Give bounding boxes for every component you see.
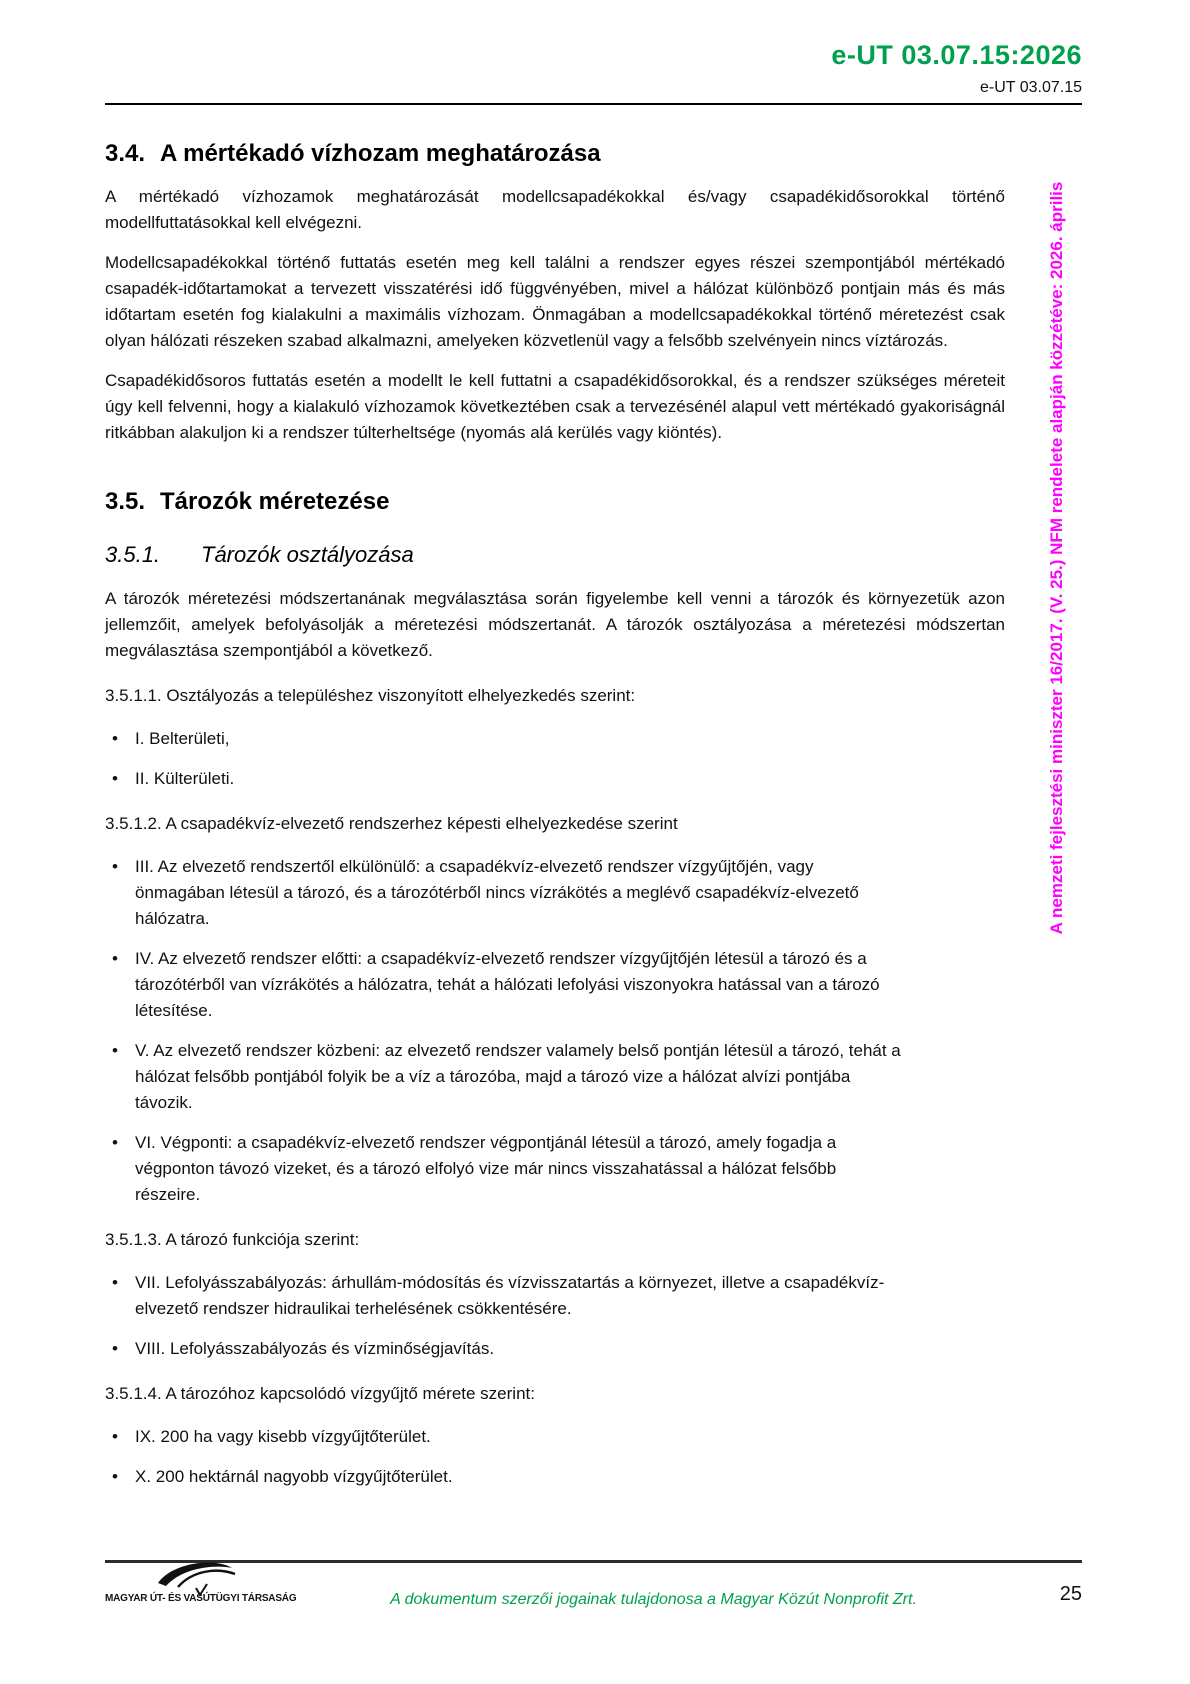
list-item: • IX. 200 ha vagy kisebb vízgyűjtőterület.	[105, 1424, 905, 1450]
list-item: • VI. Végponti: a csapadékvíz-elvezető rendszer végpontjánál létesül a tározó, amely fogadja a végponton távozó vizeket, és a tározó elfolyó vize már nincs visszahatással a hálózat felsőbb részeire.	[105, 1130, 905, 1208]
list-item: • II. Külterületi.	[105, 766, 905, 792]
list-item: • I. Belterületi,	[105, 726, 905, 752]
paragraph: A mértékadó vízhozamok meghatározását modellcsapadékokkal és/vagy csapadékidősorokkal történő modellfuttatásokkal kell elvégezni.	[105, 187, 1005, 232]
section-heading-3-4	[105, 140, 1005, 168]
list-item: • III. Az elvezető rendszertől elkülönülő: a csapadékvíz-elvezető rendszer vízgyűjtőjén, vagy önmagában létesül a tározó, és a tározótérből nincs vízrákötés a meglévő csapadékvíz-elvezető hálózatra.	[105, 854, 905, 932]
section-number: 3.5.	[105, 488, 146, 515]
list-item: • IV. Az elvezető rendszer előtti: a csapadékvíz-elvezető rendszer vízgyűjtőjén létesül a tározó és a tározótérből van vízrákötés a hálózatra, tehát a hálózati lefolyási viszonyokra hatással van a tározó létesítése.	[105, 946, 905, 1024]
list-item: • VII. Lefolyásszabályozás: árhullám-módosítás és vízvisszatartás a környezet, illetve a csapadékvíz-elvezető rendszer hidraulikai terhelésének csökkentésére.	[105, 1270, 905, 1322]
organization-name: MAGYAR ÚT- ÉS VASÚTÜGYI TÁRSASÁG	[105, 1593, 297, 1604]
sidebar-publication-note: A nemzeti fejlesztési miniszter 16/2017. (V. 25.) NFM rendelete alapján közzétéve: 2026. április	[1047, 181, 1066, 935]
page-header	[105, 0, 1082, 105]
clause-heading-3-5-1-2: 3.5.1.2. A csapadékvíz-elvezető rendszerhez képesti elhelyezkedése szerint	[105, 814, 678, 833]
document-body	[105, 104, 1005, 1490]
paragraph: Modellcsapadékokkal történő futtatás esetén meg kell találni a rendszer egyes részei szempontjából mértékadó csapadék-időtartamokat a tervezett visszatérési idő függvényében, mivel a hálózat különböző pontjain más és más időtartam esetén fog kialakulni a maximális vízhozam. Önmagában a modellcsapadékokkal történő méretezést csak olyan hálózati részeken szabad alkalmazni, amelyeken közvetlenül vagy a felsőbb szelvényein nincs víztározás.	[105, 253, 1005, 350]
list-item: • VIII. Lefolyásszabályozás és vízminőségjavítás.	[105, 1336, 905, 1362]
subsection-heading-3-5-1	[105, 542, 1005, 568]
section-heading-3-5	[105, 488, 1005, 516]
page-number: 25	[1059, 1583, 1082, 1605]
subsection-title: Tározók osztályozása	[201, 542, 414, 567]
section-number: 3.4.	[105, 140, 146, 167]
page-footer	[105, 1560, 1082, 1609]
paragraph: A tározók méretezési módszertanának megválasztása során figyelembe kell venni a tározók és környezetük azon jellemzőit, amelyek befolyásolják a méretezési módszertanát. A tározók osztályozása a méretezési módszertan megválasztása szempontjából a következő.	[105, 589, 1005, 660]
section-title: Tározók méretezése	[160, 488, 390, 515]
section-title: A mértékadó vízhozam meghatározása	[160, 140, 601, 167]
subsection-number: 3.5.1.	[105, 542, 161, 567]
paragraph: Csapadékidősoros futtatás esetén a modellt le kell futtatni a csapadékidősorokkal, és a rendszer szükséges méreteit úgy kell felvenni, hogy a kialakuló vízhozamok következtében csak a tervezésénél alapul vett mértékadó gyakoriságnál ritkábban alakuljon ki a rendszer túlterheltsége (nyomás alá kerülés vagy kiöntés).	[105, 371, 1005, 442]
doc-code-full: e-UT 03.07.15:2026	[831, 40, 1082, 70]
organization-logo	[105, 1569, 295, 1604]
clause-heading-3-5-1-1: 3.5.1.1. Osztályozás a településhez viszonyított elhelyezkedés szerint:	[105, 686, 636, 705]
doc-code-short: e-UT 03.07.15	[980, 79, 1082, 96]
list-item: • X. 200 hektárnál nagyobb vízgyűjtőterület.	[105, 1464, 905, 1490]
list-item: • V. Az elvezető rendszer közbeni: az elvezető rendszer valamely belső pontján létesül a tározó, tehát a hálózat felsőbb pontjából folyik be a víz a tározóba, majd a tározó vize a hálózat alvízi pontjába távozik.	[105, 1038, 905, 1116]
clause-heading-3-5-1-3: 3.5.1.3. A tározó funkciója szerint:	[105, 1230, 360, 1249]
clause-heading-3-5-1-4: 3.5.1.4. A tározóhoz kapcsolódó vízgyűjtő mérete szerint:	[105, 1384, 535, 1403]
copyright-notice: A dokumentum szerzői jogainak tulajdonosa a Magyar Közút Nonprofit Zrt.	[390, 1591, 917, 1608]
